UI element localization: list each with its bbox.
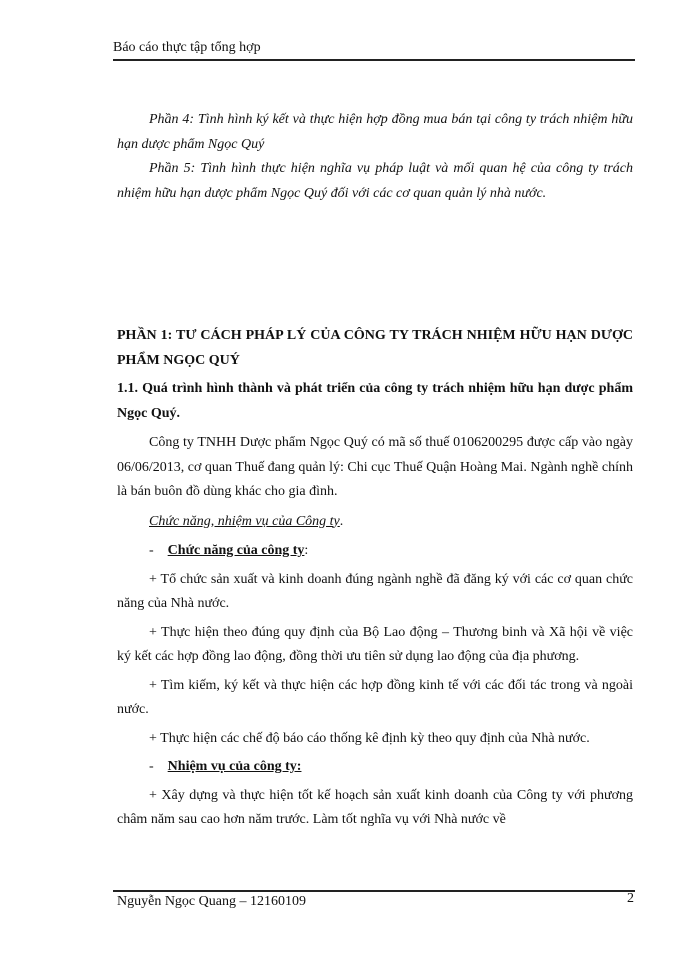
duties-label — [117, 755, 633, 780]
page-content — [117, 108, 633, 833]
function-item-4: + Thực hiện các chế độ báo cáo thống kê định kỳ theo quy định của Nhà nước. — [149, 730, 590, 746]
duties-label-text: Nhiệm vụ của công ty: — [167, 759, 302, 774]
functions-dash: - — [149, 543, 154, 558]
company-paragraph: Công ty TNHH Dược phẩm Ngọc Quý có mã số thuế 0106200295 được cấp vào ngày 06/06/2013, cơ quan Thuế đang quản lý: Chi cục Thuế Quận Hoàng Mai. Ngành nghề chính là bán buôn đồ dùng khác cho gia đình. — [117, 435, 633, 499]
functions-duties-title — [117, 510, 633, 535]
functions-duties-title-text: Chức năng, nhiệm vụ của Công ty — [149, 513, 340, 529]
page-number: 2 — [627, 891, 634, 906]
intro-part-4: Phần 4: Tình hình ký kết và thực hiện hợp đồng mua bán tại công ty trách nhiệm hữu hạn dược phẩm Ngọc Quý — [117, 112, 633, 152]
functions-label-text: Chức năng của công ty — [167, 543, 305, 558]
section-heading: PHẦN 1: TƯ CÁCH PHÁP LÝ CỦA CÔNG TY TRÁCH NHIỆM HỮU HẠN DƯỢC PHẨM NGỌC QUÝ — [117, 328, 633, 368]
subsection-heading: 1.1. Quá trình hình thành và phát triển của công ty trách nhiệm hữu hạn dược phẩm Ngọc Quý. — [117, 381, 633, 421]
intro-part-5: Phần 5: Tình hình thực hiện nghĩa vụ pháp luật và mối quan hệ của công ty trách nhiệm hữu hạn dược phẩm Ngọc Quý đối với các cơ quan quản lý nhà nước. — [117, 161, 633, 201]
functions-label-end: : — [304, 543, 309, 558]
function-item-2: + Thực hiện theo đúng quy định của Bộ Lao động – Thương binh và Xã hội về việc ký kết các hợp đồng lao động, đồng thời ưu tiên sử dụng lao động của địa phương. — [117, 624, 633, 664]
function-item-1: + Tổ chức sản xuất và kinh doanh đúng ngành nghề đã đăng ký với các cơ quan chức năng của Nhà nước. — [117, 571, 633, 611]
duties-dash: - — [149, 759, 154, 774]
functions-duties-title-end: . — [339, 513, 344, 529]
page-header: Báo cáo thực tập tổng hợp — [113, 40, 261, 55]
footer-rule — [113, 890, 635, 892]
function-item-3: + Tìm kiếm, ký kết và thực hiện các hợp đồng kinh tế với các đối tác trong và ngoài nước. — [117, 677, 633, 717]
duty-item-1: + Xây dựng và thực hiện tốt kế hoạch sản xuất kinh doanh của Công ty với phương châm năm sau cao hơn năm trước. Làm tốt nghĩa vụ với Nhà nước về — [117, 787, 633, 827]
footer-author: Nguyễn Ngọc Quang – 12160109 — [117, 894, 306, 909]
header-rule — [113, 59, 635, 61]
functions-label — [117, 539, 633, 564]
